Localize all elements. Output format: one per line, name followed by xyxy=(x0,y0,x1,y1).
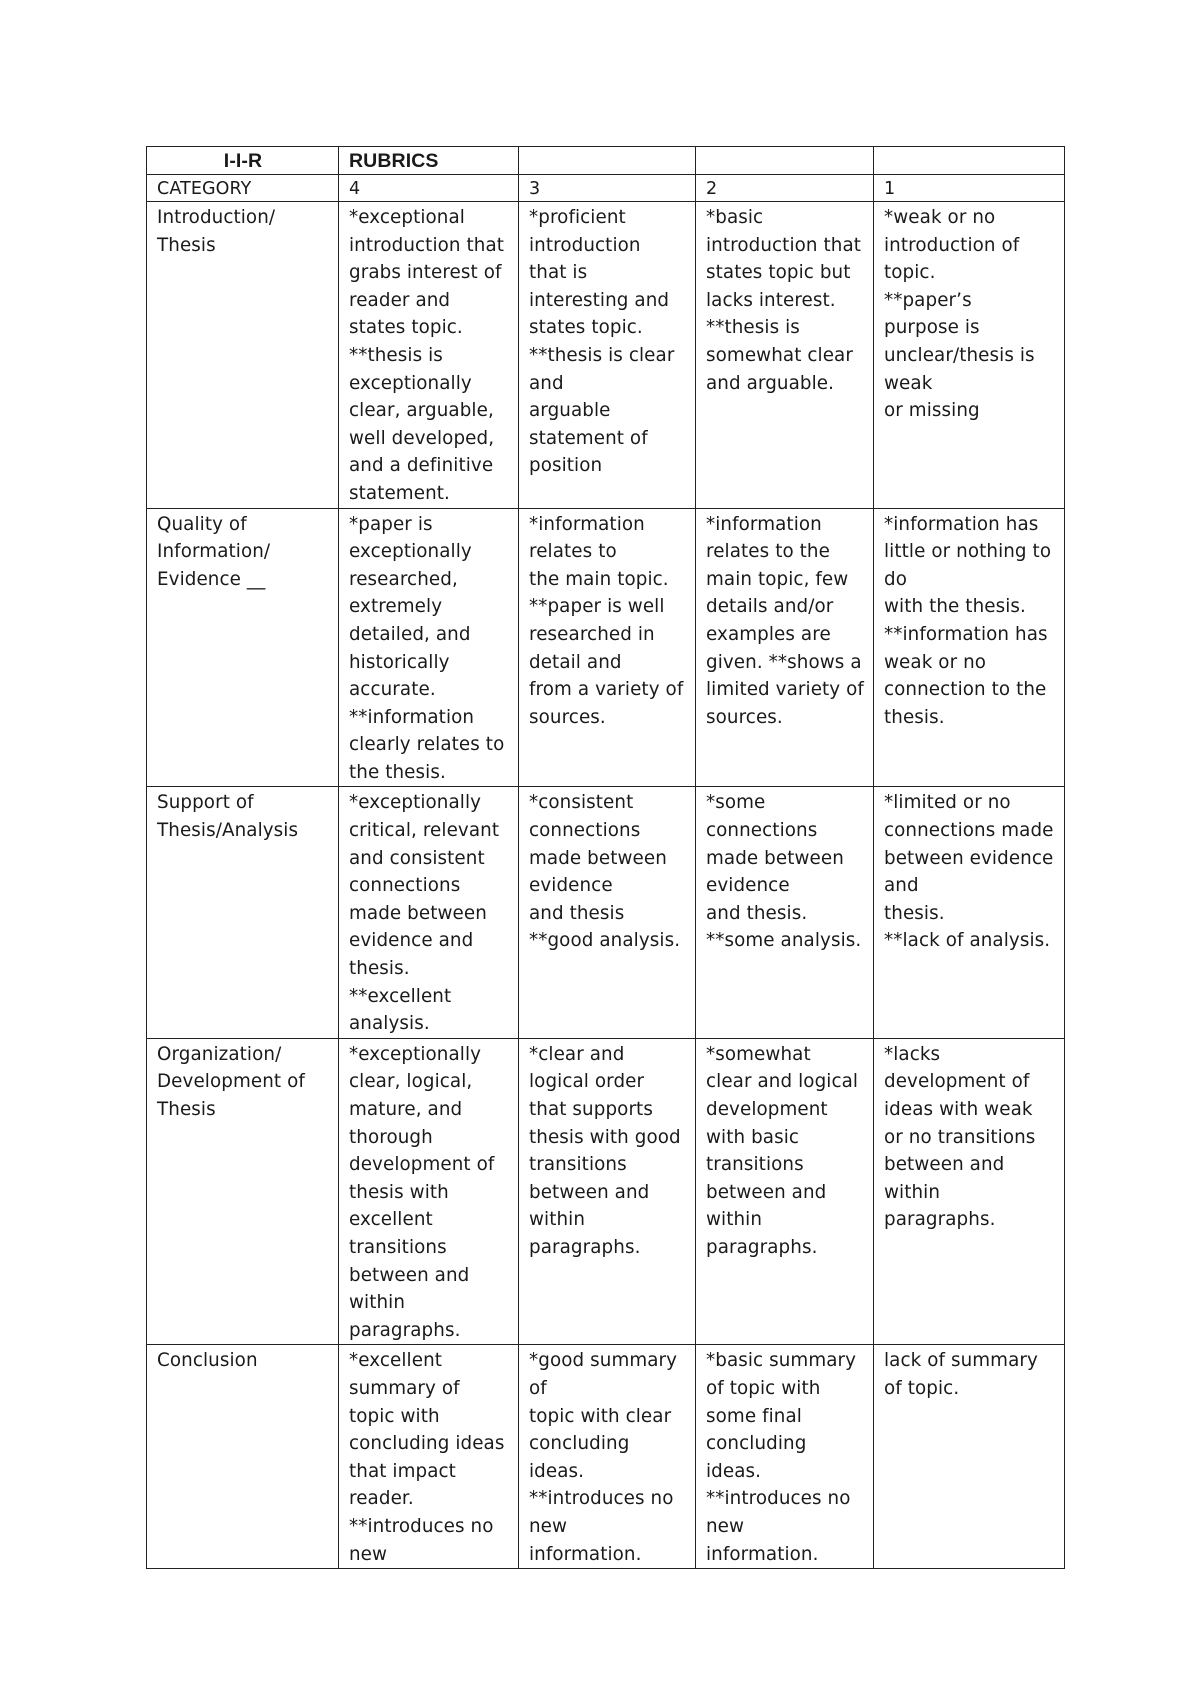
header-category: CATEGORY xyxy=(147,175,339,202)
table-title-left: I-I-R xyxy=(147,147,339,175)
category-cell: Introduction/ Thesis xyxy=(147,202,339,509)
score-2-cell: *information relates to the main topic, few details and/or examples are given. **shows a limited variety of sources. xyxy=(696,508,874,787)
score-1-cell: *information has little or nothing to do with the thesis. **information has weak or no connection to the thesis. xyxy=(874,508,1065,787)
empty-cell xyxy=(519,147,696,175)
score-2-cell: *basic summary of topic with some final concluding ideas. **introduces no new information. xyxy=(696,1345,874,1569)
table-row xyxy=(147,1038,1065,1345)
score-3-cell: *information relates to the main topic. **paper is well researched in detail and from a variety of sources. xyxy=(519,508,696,787)
table-title-right: RUBRICS xyxy=(339,147,519,175)
category-cell: Support of Thesis/Analysis xyxy=(147,787,339,1038)
score-4-cell: *exceptionally clear, logical, mature, and thorough development of thesis with excellent transitions between and within paragraphs. xyxy=(339,1038,519,1345)
header-score-4: 4 xyxy=(339,175,519,202)
category-cell: Organization/ Development of Thesis xyxy=(147,1038,339,1345)
score-3-cell: *proficient introduction that is interesting and states topic. **thesis is clear and arguable statement of position xyxy=(519,202,696,509)
table-row xyxy=(147,787,1065,1038)
table-row xyxy=(147,508,1065,787)
score-4-cell: *exceptionally critical, relevant and consistent connections made between evidence and thesis. **excellent analysis. xyxy=(339,787,519,1038)
score-3-cell: *consistent connections made between evidence and thesis **good analysis. xyxy=(519,787,696,1038)
score-1-cell: *limited or no connections made between evidence and thesis. **lack of analysis. xyxy=(874,787,1065,1038)
rubric-table xyxy=(146,146,1065,1569)
header-score-3: 3 xyxy=(519,175,696,202)
header-score-2: 2 xyxy=(696,175,874,202)
score-2-cell: *somewhat clear and logical development with basic transitions between and within paragraphs. xyxy=(696,1038,874,1345)
score-1-cell: *weak or no introduction of topic. **paper’s purpose is unclear/thesis is weak or missing xyxy=(874,202,1065,509)
score-1-cell: *lacks development of ideas with weak or no transitions between and within paragraphs. xyxy=(874,1038,1065,1345)
score-2-cell: *basic introduction that states topic but lacks interest. **thesis is somewhat clear and arguable. xyxy=(696,202,874,509)
score-4-cell: *paper is exceptionally researched, extremely detailed, and historically accurate. **information clearly relates to the thesis. xyxy=(339,508,519,787)
table-row xyxy=(147,1345,1065,1569)
empty-cell xyxy=(874,147,1065,175)
table-row xyxy=(147,202,1065,509)
score-4-cell: *exceptional introduction that grabs interest of reader and states topic. **thesis is exceptionally clear, arguable, well developed, and a definitive statement. xyxy=(339,202,519,509)
score-3-cell: *good summary of topic with clear concluding ideas. **introduces no new information. xyxy=(519,1345,696,1569)
category-cell: Conclusion xyxy=(147,1345,339,1569)
score-3-cell: *clear and logical order that supports thesis with good transitions between and within paragraphs. xyxy=(519,1038,696,1345)
empty-cell xyxy=(696,147,874,175)
category-cell: Quality of Information/ Evidence __ xyxy=(147,508,339,787)
score-1-cell: lack of summary of topic. xyxy=(874,1345,1065,1569)
header-row xyxy=(147,175,1065,202)
score-2-cell: *some connections made between evidence and thesis. **some analysis. xyxy=(696,787,874,1038)
score-4-cell: *excellent summary of topic with concluding ideas that impact reader. **introduces no new xyxy=(339,1345,519,1569)
title-row xyxy=(147,147,1065,175)
header-score-1: 1 xyxy=(874,175,1065,202)
